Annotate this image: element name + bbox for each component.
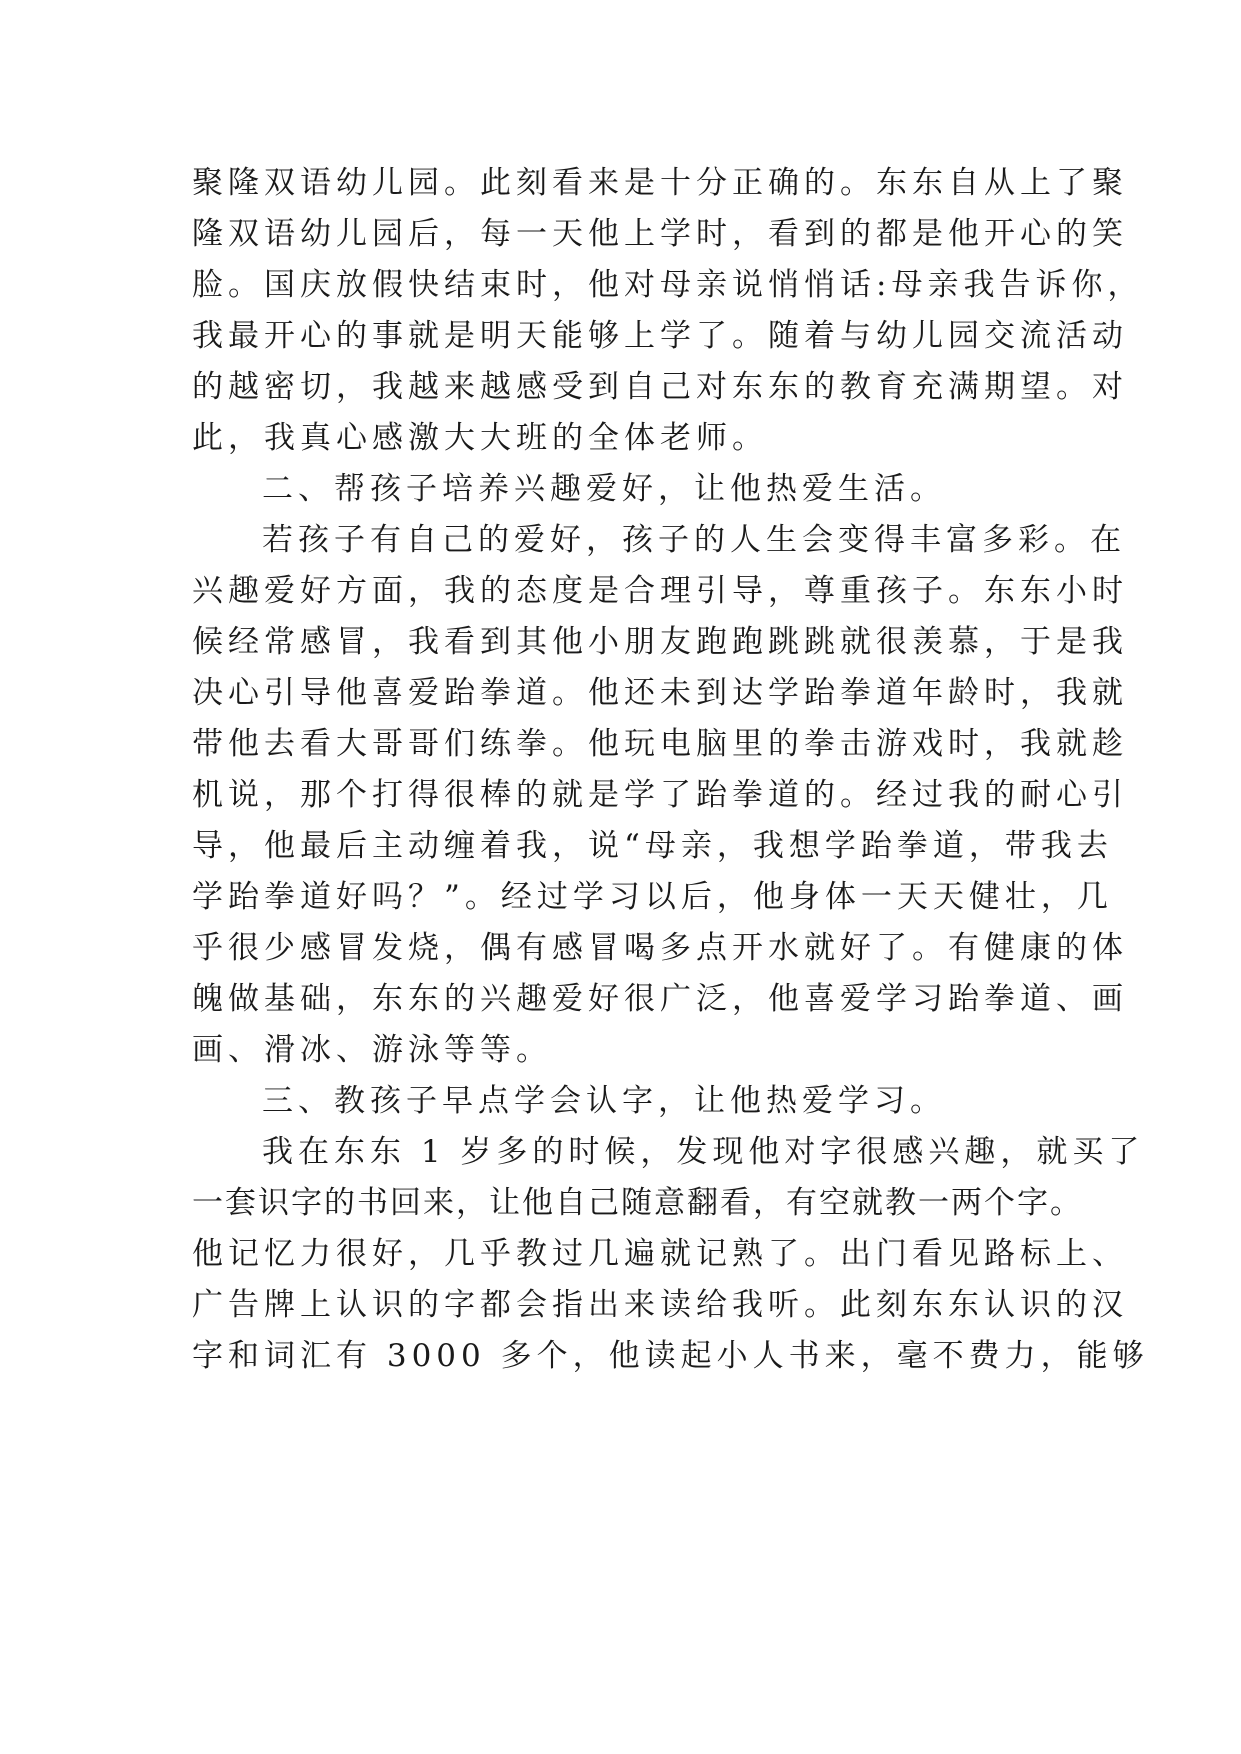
text-line: 导，他最后主动缠着我，说“母亲，我想学跆拳道，带我去 xyxy=(192,828,1113,864)
text-line: 他记忆力很好，几乎教过几遍就记熟了。出门看见路标上、 xyxy=(192,1236,1128,1272)
section-heading: 三、教孩子早点学会认字，让他热爱学习。 xyxy=(262,1083,946,1119)
text-line: 隆双语幼儿园后，每一天他上学时，看到的都是他开心的笑 xyxy=(192,216,1128,252)
text-line: 带他去看大哥哥们练拳。他玩电脑里的拳击游戏时，我就趁 xyxy=(192,726,1128,762)
text-line: 字和词汇有 3000 多个，他读起小人书来，毫不费力，能够 xyxy=(192,1338,1149,1374)
text-line: 画、滑冰、游泳等等。 xyxy=(192,1032,552,1068)
text-line: 机说，那个打得很棒的就是学了跆拳道的。经过我的耐心引 xyxy=(192,777,1128,813)
text-line: 脸。国庆放假快结束时，他对母亲说悄悄话:母亲我告诉你， xyxy=(192,267,1144,303)
text-line: 的越密切，我越来越感受到自己对东东的教育充满期望。对 xyxy=(192,369,1128,405)
text-line: 聚隆双语幼儿园。此刻看来是十分正确的。东东自从上了聚 xyxy=(192,165,1128,201)
text-line: 我最开心的事就是明天能够上学了。随着与幼儿园交流活动 xyxy=(192,318,1128,354)
text-line: 魄做基础，东东的兴趣爱好很广泛，他喜爱学习跆拳道、画 xyxy=(192,981,1128,1017)
text-line: 决心引导他喜爱跆拳道。他还未到达学跆拳道年龄时，我就 xyxy=(192,675,1128,711)
text-line: 广告牌上认识的字都会指出来读给我听。此刻东东认识的汉 xyxy=(192,1287,1128,1323)
text-line: 此，我真心感激大大班的全体老师。 xyxy=(192,420,768,456)
text-line: 一套识字的书回来，让他自己随意翻看，有空就教一两个字。 xyxy=(192,1185,1083,1221)
text-line: 兴趣爱好方面，我的态度是合理引导，尊重孩子。东东小时 xyxy=(192,573,1128,609)
paragraph-first-line: 我在东东 1 岁多的时候，发现他对字很感兴趣，就买了 xyxy=(262,1134,1145,1170)
text-line: 候经常感冒，我看到其他小朋友跑跑跳跳就很羡慕，于是我 xyxy=(192,624,1128,660)
text-line: 乎很少感冒发烧，偶有感冒喝多点开水就好了。有健康的体 xyxy=(192,930,1128,966)
text-line: 学跆拳道好吗？”。经过学习以后，他身体一天天健壮，几 xyxy=(192,879,1113,915)
section-heading: 二、帮孩子培养兴趣爱好，让他热爱生活。 xyxy=(262,471,946,507)
paragraph-first-line: 若孩子有自己的爱好，孩子的人生会变得丰富多彩。在 xyxy=(262,522,1126,558)
body-text xyxy=(192,158,1149,1382)
